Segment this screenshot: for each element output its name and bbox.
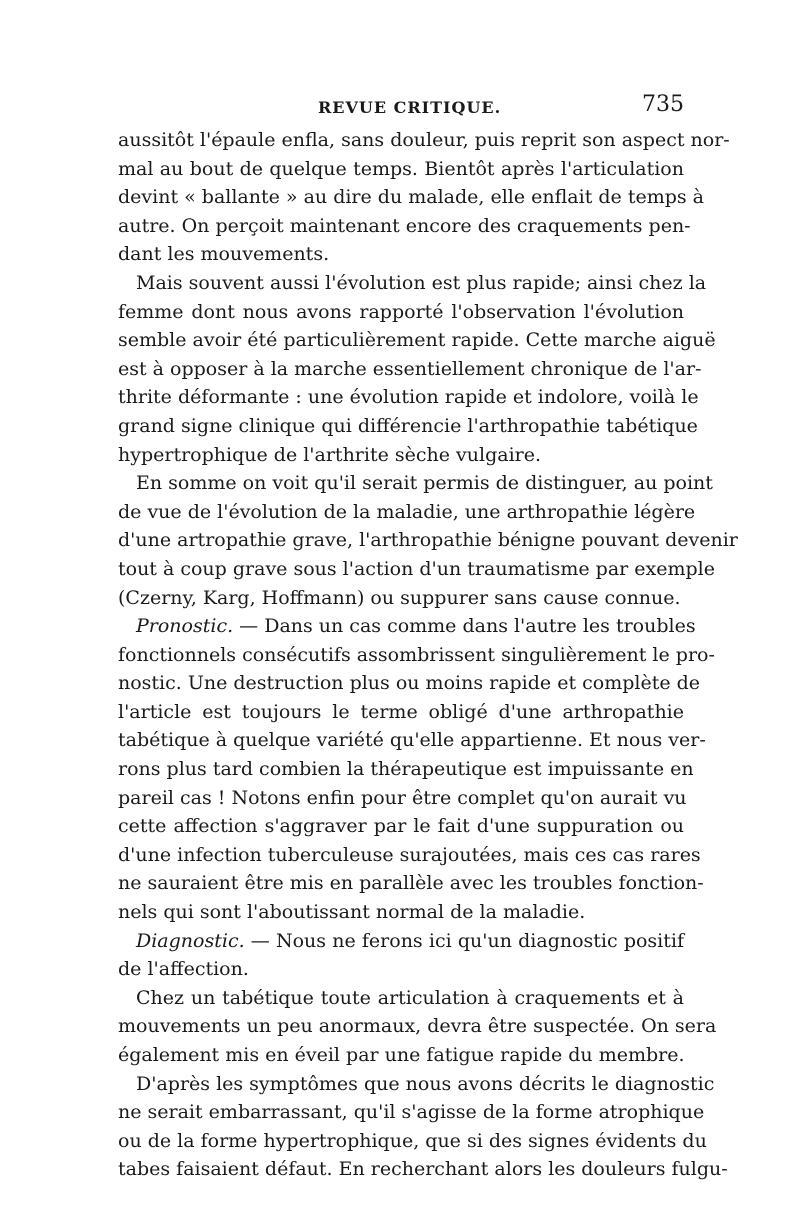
text-line: ou de la forme hypertrophique, que si des signes évidents du	[118, 1129, 707, 1152]
text-line: de vue de l'évolution de la maladie, une arthropathie légère	[118, 500, 696, 523]
text-line: de l'affection.	[118, 958, 249, 981]
text-line: d'une infection tuberculeuse surajoutées, mais ces cas rares	[118, 843, 701, 866]
text-line: tabétique à quelque variété qu'elle appartienne. Et nous ver-	[118, 729, 706, 752]
text-line: fonctionnels consécutifs assombrissent singulièrement le pro-	[118, 643, 715, 666]
text-line: pareil cas ! Notons enfin pour être complet qu'on aurait vu	[118, 786, 687, 809]
text-line: Pronostic. — Dans un cas comme dans l'autre les troubles	[136, 615, 696, 638]
text-line: Mais souvent aussi l'évolution est plus rapide; ainsi chez la	[136, 271, 707, 294]
text-line: devint « ballante » au dire du malade, elle enflait de temps à	[118, 186, 705, 209]
text-line: Chez un tabétique toute articulation à craquements et à	[136, 986, 684, 1009]
section-heading-diagnostic: Diagnostic.	[136, 929, 245, 952]
text-line: femme dont nous avons rapporté l'observation l'évolution	[118, 300, 684, 323]
text-line: thrite déformante : une évolution rapide et indolore, voilà le	[118, 386, 699, 409]
text-line: hypertrophique de l'arthrite sèche vulgaire.	[118, 443, 542, 466]
text-line: mouvements un peu anormaux, devra être suspectée. On sera	[118, 1015, 717, 1038]
text-line: cette affection s'aggraver par le fait d'une suppuration ou	[118, 815, 684, 838]
text-line: mal au bout de quelque temps. Bientôt après l'articulation	[118, 157, 684, 180]
text-line: Diagnostic. — Nous ne ferons ici qu'un diagnostic positif	[136, 929, 684, 952]
text-line: tout à coup grave sous l'action d'un traumatisme par exemple	[118, 557, 715, 580]
text-line: dant les mouvements.	[118, 243, 330, 266]
text-line: également mis en éveil par une fatigue rapide du membre.	[118, 1044, 685, 1066]
text-line: ne serait embarrassant, qu'il s'agisse de la forme atrophique	[118, 1101, 705, 1124]
body-text	[118, 126, 738, 1184]
page-number: 735	[642, 92, 684, 117]
text-line: ne sauraient être mis en parallèle avec les troubles fonction-	[118, 872, 704, 895]
text-line: D'après les symptômes que nous avons décrits le diagnostic	[136, 1072, 715, 1095]
text-line: tabes faisaient défaut. En recherchant alors les douleurs fulgu-	[118, 1158, 728, 1181]
section-heading-pronostic: Pronostic.	[136, 615, 234, 638]
text-line: rons plus tard combien la thérapeutique est impuissante en	[118, 758, 694, 781]
text-line: aussitôt l'épaule enfla, sans douleur, puis reprit son aspect nor-	[118, 129, 730, 151]
text-line: (Czerny, Karg, Hoffmann) ou suppurer sans cause connue.	[118, 586, 681, 609]
text-line: nostic. Une destruction plus ou moins rapide et complète de	[118, 672, 701, 695]
text-line: nels qui sont l'aboutissant normal de la maladie.	[118, 901, 586, 924]
text-line: autre. On perçoit maintenant encore des craquements pen-	[118, 214, 691, 237]
text-line: d'une artropathie grave, l'arthropathie bénigne pouvant devenir	[118, 529, 738, 552]
running-title: REVUE CRITIQUE.	[318, 98, 502, 117]
text-line: est à opposer à la marche essentiellement chronique de l'ar-	[118, 357, 702, 380]
page-header	[118, 92, 684, 122]
text-line: En somme on voit qu'il serait permis de distinguer, au point	[136, 472, 713, 495]
text-line: semble avoir été particulièrement rapide. Cette marche aiguë	[118, 329, 716, 352]
text-line: l'article est toujours le terme obligé d'une arthropathie	[118, 700, 684, 723]
text-line: grand signe clinique qui différencie l'arthropathie tabétique	[118, 414, 698, 437]
